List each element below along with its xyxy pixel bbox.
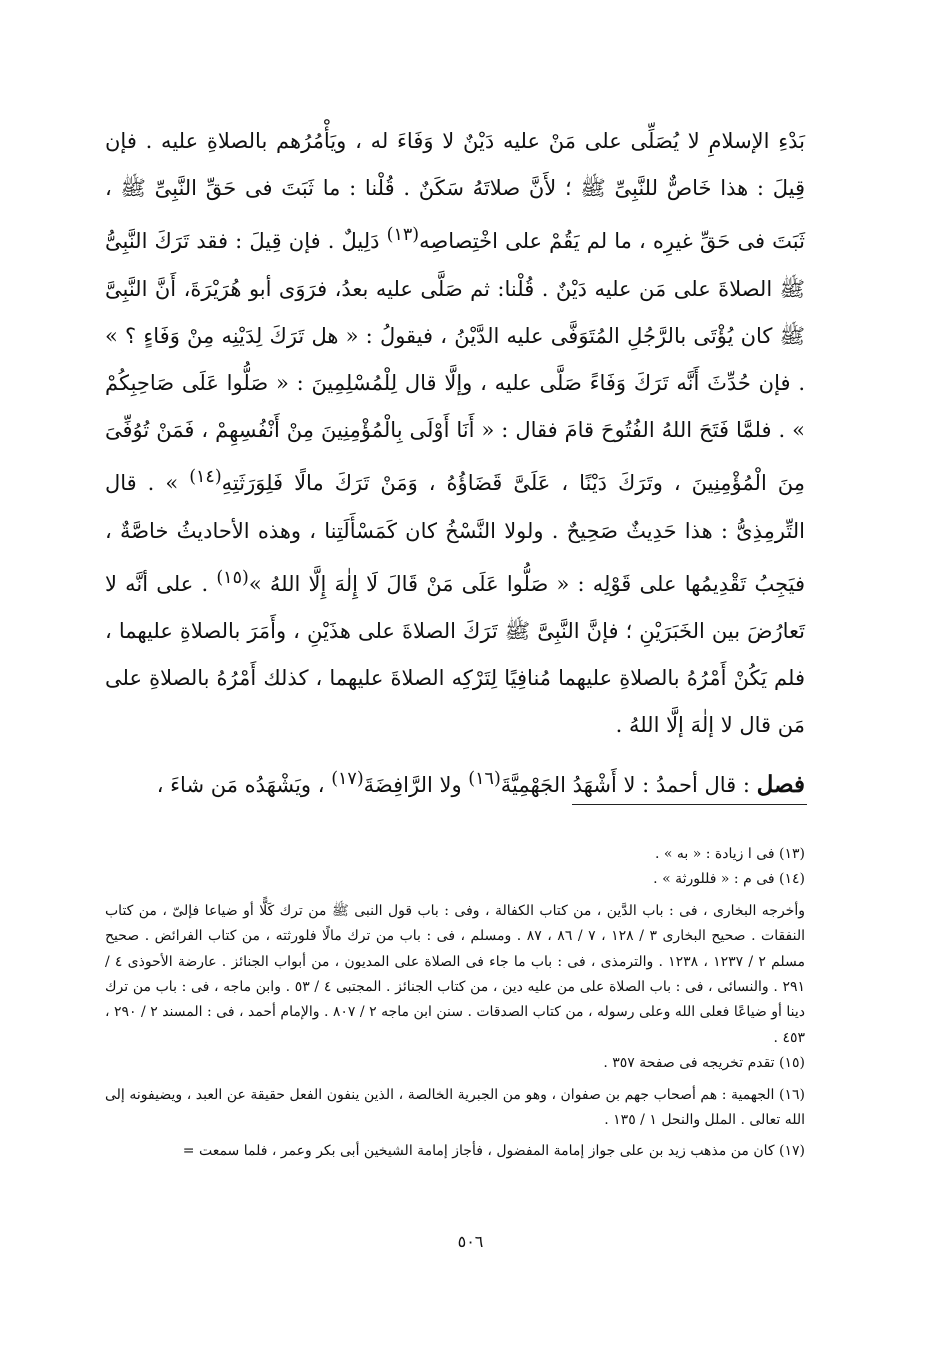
footnote-14-continuation: وأخرجه البخارى ، فى : باب الدَّين ، من كتاب الكفالة ، وفى : باب قول النبى ﷺ من ترك كَلًّا أو ضياعا فإلىّ ، من كتاب النفقات . صحيح البخارى ٣ / ١٢٨ ، ٧ / ٨٦ ، ٨٧ . ومسلم ، فى : باب من ترك مالًا فلورثته ، من كتاب الفرائض . صحيح مسلم ٢ / ١٢٣٧ ، ١٢٣٨ . والترمذى ، فى : باب ما جاء فى الصلاة على المديون ، من أبواب الجنائز . عارضة الأحوذى ٤ / ٢٩١ . والنسائى ، فى : باب الصلاة على من عليه دين ، من كتاب الجنائز . المجتبى ٤ / ٥٣ . وابن ماجه ، فى : باب من ترك دينا أو ضياعًا فعلى الله وعلى رسوله ، من كتاب الصدقات . سنن ابن ماجه ٢ / ٨٠٧ . والإمام أحمد ، فى : المسند ٢ / ٢٩٠ ، ٤٥٣ . — [105, 902, 806, 1046]
footnote-17: (١٧) كان من مذهب زيد بن على جواز إمامة المفضول ، فأجاز إمامة الشيخين أبى بكر وعمر ، فلما سمعت = — [182, 1143, 805, 1160]
main-paragraph — [105, 118, 805, 750]
footnote-ref-17: (١٧) — [331, 768, 364, 789]
footnote-15: (١٥) تقدم تخريجه فى صفحة ٣٥٧ . — [603, 1055, 805, 1072]
text-run: : قال أحمدُ : لا أَشْهَدُ الجَهْمِيَّةَ — [500, 772, 757, 797]
text-run: دَلِيلٌ . فإن قِيلَ : فقد تَرَكَ النَّبِىُّ ﷺ الصلاةَ على مَن عليه دَيْنٌ . قُلْنا: ثم صَلَّى عليه بعدُ، فرَوَى أبو هُرَيْرَةَ، أَنَّ النَّبِىَّ ﷺ كان يُؤْتَى بالرَّجُلِ المُتَوَفَّى عليه الدَّيْنُ ، فيقولُ : « هل تَرَكَ لِدَيْنِه مِنْ وَفَاءٍ ؟ » . فإن حُدِّثَ أَنَّه تَرَكَ وَفَاءً صَلَّى عليه ، وإلَّا قال لِلْمُسْلِمِينَ : « صَلُّوا عَلَى صَاحِبِكُمْ » . فلمَّا فَتَحَ اللهُ الفُتُوحَ قامَ فقال : « أَنَا أَوْلَى بِالْمُؤْمِنِينَ مِنْ أَنْفُسِهِمْ ، فَمَنْ تُوُفِّىَ مِنَ الْمُؤْمِنِينَ ، وتَرَكَ دَيْنًا ، عَلَىَّ قَضَاؤُهُ ، وَمَنْ تَرَكَ مالًا فَلِوَرَثَتِهِ — [105, 229, 805, 496]
footnote-13: (١٣) فى ا زيادة : « به » . — [654, 846, 805, 862]
main-text — [105, 118, 805, 809]
text-run: » . قال التِّرمِذِىُّ : هذا حَدِيثٌ صَحِيحٌ . ولولا النَّسْخُ كان كَمَسْأَلَتِنا ، وهذه الأحاديثُ خاصَّةٌ ، فيَجِبُ تَقْدِيمُها على قَوْلِه : « صَلُّوا عَلَى مَنْ قَالَ لَا إِلٰهَ إِلَّا اللهُ » — [105, 471, 805, 596]
footnote-ref-14: (١٤) — [189, 467, 222, 488]
fasl-paragraph — [105, 756, 805, 809]
footnote-ref-15: (١٥) — [216, 567, 249, 588]
page-number: ٥٠٦ — [457, 1232, 484, 1251]
text-run: . على أنَّه لا تَعارُضَ بين الخَبَرَيْنِ ؛ فإنَّ النَّبِىَّ ﷺ تَرَكَ الصلاةَ على هذَيْنِ ، وأَمَرَ بالصلاةِ عليهما ، فلم يَكُنْ أَمْرُهُ بالصلاةِ عليهما مُنافِيًا لِتَرْكِه الصلاةَ عليهما ، كذلك أَمْرُهُ بالصلاةِ على مَن قال لا إلٰهَ إلَّا اللهُ . — [105, 571, 805, 738]
text-run: بَدْءِ الإسلامِ لا يُصَلِّى على مَنْ عليه دَيْنٌ لا وَفَاءَ له ، ويَأْمُرُهم بالصلاةِ عليه . فإن قِيلَ : هذا خَاصٌّ للنَّبِىِّ ﷺ ؛ لأَنَّ صلاتَهُ سَكَنٌ . قُلْنا : ما ثَبَتَ فى حَقِّ النَّبِىِّ ﷺ ، ثَبَتَ فى حَقِّ غيرِه ، ما لم يَقُمْ على اخْتِصاصِه — [105, 129, 805, 254]
footnote-ref-13: (١٣) — [386, 225, 420, 246]
footnotes — [105, 842, 805, 1165]
section-heading: فصل — [756, 770, 805, 798]
footnote-ref-16: (١٦) — [468, 768, 501, 789]
text-run: ، ويَشْهَدُه مَن شاءَ ، — [156, 772, 332, 797]
footnote-14: (١٤) فى م : « فللورثة » . — [653, 871, 805, 888]
footnote-16: (١٦) الجهمية : هم أصحاب جهم بن صفوان ، وهو من الجبرية الخالصة ، الذين ينفون الفعل حقيقة عن العبد ، ويضيفونه إلى الله تعالى . الملل والنحل ١ / ١٣٥ . — [105, 1086, 805, 1129]
text-run: ولا الرَّافِضَةَ — [363, 772, 469, 797]
footnote-divider — [572, 804, 807, 805]
